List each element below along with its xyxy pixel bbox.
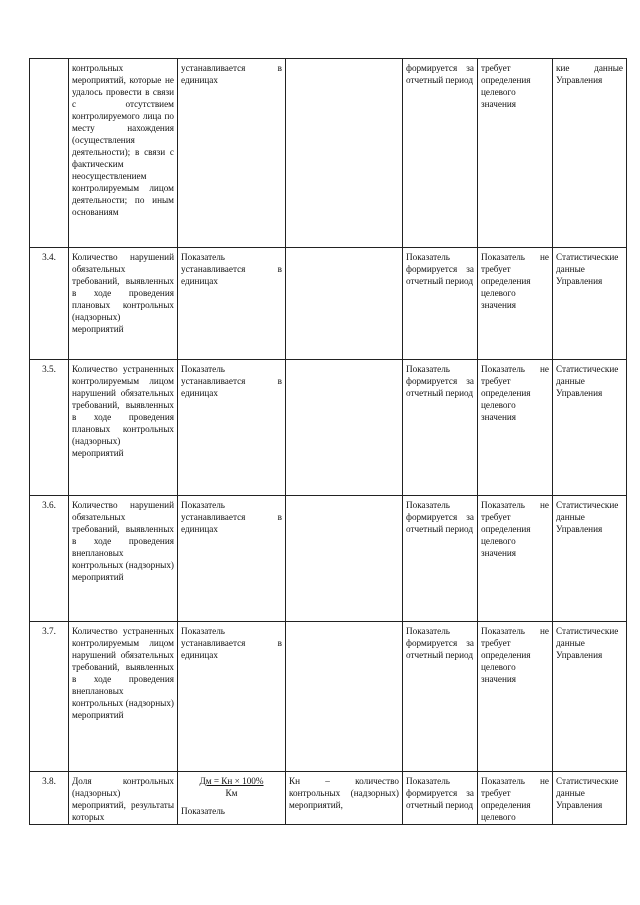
indicator-target: требует определения целевого значения: [478, 59, 553, 248]
indicator-name: Количество нарушений обязательных требований, выявленных в ходе проведения внеплановых контрольных (надзорных) мероприятий: [69, 496, 178, 622]
indicator-period: Показатель формируется за отчетный период: [403, 248, 478, 360]
indicator-variables: Кн – количество контрольных (надзорных) мероприятий,: [286, 772, 403, 825]
indicator-source: кие данные Управления: [553, 59, 627, 248]
formula-note: Показатель: [181, 806, 225, 816]
table-row: [30, 59, 627, 248]
indicators-table: [29, 58, 627, 825]
indicator-name: Количество устраненных контролируемым лицом нарушений обязательных требований, выявленных в ходе проведения внеплановых контрольных (надзорных) мероприятий: [69, 622, 178, 772]
indicator-target: Показатель не требует определения целевого значения: [478, 622, 553, 772]
formula: [181, 775, 282, 799]
indicator-name: Количество устраненных контролируемым лицом нарушений обязательных требований, выявленных в ходе проведения плановых контрольных (надзорных) мероприятий: [69, 360, 178, 496]
indicator-source: Статистические данные Управления: [553, 360, 627, 496]
indicator-name: Количество нарушений обязательных требований, выявленных в ходе проведения плановых контрольных (надзорных) мероприятий: [69, 248, 178, 360]
indicator-name: Доля контрольных (надзорных) мероприятий, результаты которых: [69, 772, 178, 825]
indicator-formula: устанавливается в единицах: [178, 59, 286, 248]
indicator-source: Статистические данные Управления: [553, 496, 627, 622]
indicator-variables: [286, 248, 403, 360]
indicator-formula: Показатель устанавливается в единицах: [178, 360, 286, 496]
indicator-target: Показатель не требует определения целевого: [478, 772, 553, 825]
indicator-formula: Показатель устанавливается в единицах: [178, 248, 286, 360]
formula-numerator: Дм = Кн × 100%: [199, 776, 264, 786]
row-number: 3.4.: [30, 248, 69, 360]
indicator-period: Показатель формируется за отчетный период: [403, 496, 478, 622]
indicator-variables: [286, 622, 403, 772]
indicator-source: Статистические данные Управления: [553, 248, 627, 360]
table-row: [30, 360, 627, 496]
indicator-target: Показатель не требует определения целевого значения: [478, 360, 553, 496]
row-number: [30, 59, 69, 248]
row-number: 3.8.: [30, 772, 69, 825]
row-number: 3.7.: [30, 622, 69, 772]
table-row: [30, 772, 627, 825]
indicator-period: Показатель формируется за отчетный период: [403, 360, 478, 496]
indicator-variables: [286, 496, 403, 622]
indicator-formula: Показатель устанавливается в единицах: [178, 496, 286, 622]
indicator-variables: [286, 360, 403, 496]
table-row: [30, 496, 627, 622]
table-row: [30, 248, 627, 360]
indicator-period: Показатель формируется за отчетный период: [403, 622, 478, 772]
indicator-target: Показатель не требует определения целевого значения: [478, 496, 553, 622]
indicator-formula: Показатель устанавливается в единицах: [178, 622, 286, 772]
table-row: [30, 622, 627, 772]
formula-denominator: Км: [225, 788, 238, 798]
indicator-formula: [178, 772, 286, 825]
indicator-variables: [286, 59, 403, 248]
indicator-period: Показатель формируется за отчетный период: [403, 772, 478, 825]
row-number: 3.5.: [30, 360, 69, 496]
indicator-target: Показатель не требует определения целевого значения: [478, 248, 553, 360]
indicator-name: контрольных мероприятий, которые не удалось провести в связи с отсутствием контролируемого лица по месту нахождения (осуществления деятельности); в связи с фактическим неосуществлением контролируемым лицом деятельности; по иным основаниям: [69, 59, 178, 248]
row-number: 3.6.: [30, 496, 69, 622]
indicator-period: формируется за отчетный период: [403, 59, 478, 248]
indicator-source: Статистические данные Управления: [553, 622, 627, 772]
indicator-source: Статистические данные Управления: [553, 772, 627, 825]
